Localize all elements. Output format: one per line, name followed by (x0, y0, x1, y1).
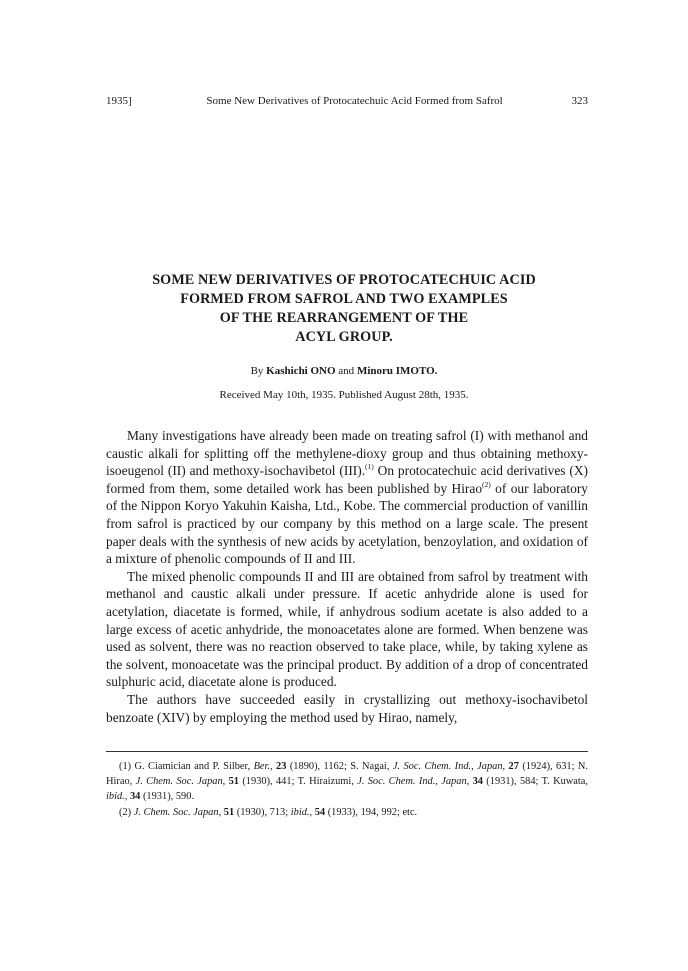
journal-name: J. Soc. Chem. Ind., Japan (392, 761, 503, 772)
byline-and: and (338, 365, 355, 377)
footnote-text: , (222, 776, 229, 788)
footnote-text: , (218, 806, 224, 818)
footnote (106, 805, 588, 820)
title-line: OF THE REARRANGEMENT OF THE (219, 310, 469, 326)
footnote-text: (1) G. Ciamician and P. Silber, (119, 761, 254, 772)
footnote-divider (106, 751, 588, 752)
body-paragraph (106, 427, 588, 568)
footnote (106, 759, 588, 805)
volume-number: 34 (472, 776, 483, 788)
journal-name: J. Soc. Chem. Ind., Japan (357, 776, 467, 788)
journal-name: J. Chem. Soc. Japan (135, 776, 223, 788)
header-page-number: 323 (571, 95, 588, 107)
paragraph-text: of our laboratory of the Nippon Koryo Yakuhin Kaisha, Ltd., Kobe. The commercial production of vanillin from safrol is practiced by our company by this method on a large scale. The present paper deals with the synthesis of new acids by acetylation, benzoylation, and oxidation of a mixture of phenolic compounds of II and III. (106, 480, 588, 567)
volume-number: 27 (508, 761, 519, 772)
footnote-text: (1930), 441; T. Hiraizumi, (239, 776, 358, 788)
footnote-text: (1931), 590. (140, 791, 195, 803)
journal-name: ibid. (290, 806, 310, 818)
footnote-text: (1933), 194, 992; etc. (325, 806, 418, 818)
running-head (106, 95, 588, 107)
footnote-text: (1931), 584; T. Kuwata, (482, 776, 588, 788)
footnote-text: (1890), 1162; S. Nagai, (286, 761, 393, 772)
footnote-text: (1930), 713; (234, 806, 291, 818)
reference-marker: (1) (365, 462, 374, 472)
volume-number: 23 (276, 761, 287, 772)
footnote-text: , (502, 761, 509, 772)
paragraph-text: On protocatechuic acid derivatives (X) formed from them, some detailed work has been published by Hirao (106, 463, 588, 496)
journal-name: J. Chem. Soc. Japan (133, 806, 219, 818)
journal-name: ibid. (106, 791, 125, 803)
header-year: 1935] (106, 95, 132, 107)
author-name: Kashichi ONO (266, 365, 336, 377)
journal-name: Ber. (253, 761, 271, 772)
author-name: Minoru IMOTO. (356, 365, 438, 377)
volume-number: 34 (129, 791, 141, 803)
footnote-text: , (124, 791, 130, 803)
footnote-text: , (466, 776, 473, 788)
reference-marker: (2) (482, 479, 491, 489)
footnote-text: (1924), 631; N. Hirao, (106, 761, 589, 788)
article-title (100, 271, 588, 347)
title-line: FORMED FROM SAFROL AND TWO EXAMPLES (180, 291, 508, 307)
body-paragraph: The mixed phenolic compounds II and III are obtained from safrol by treatment with methanol and caustic alkali under pressure. If acetic anhydride alone is used for acetylation, diacetate is formed, while, if anhydrous sodium acetate is also added to a large excess of acetic anhydride, the monoacetates alone are formed. When benzene was used as solvent, there was no reaction observed to take place, while, by taking xylene as the solvent, monoacetate was the principal product. By addition of a drop of concentrated sulphuric acid, diacetate alone is produced. (106, 568, 588, 690)
title-line: ACYL GROUP. (295, 329, 393, 345)
volume-number: 51 (228, 776, 239, 788)
body-paragraph: The authors have succeeded easily in crystallizing out methoxy-isochavibetol benzoate (XIV) by employing the method used by Hirao, namely, (106, 691, 588, 725)
title-line: SOME NEW DERIVATIVES OF PROTOCATECHUIC ACID (152, 272, 536, 288)
volume-number: 51 (223, 806, 235, 818)
header-running-title: Some New Derivatives of Protocatechuic Acid Formed from Safrol (206, 95, 503, 107)
footnote-text: (2) (119, 806, 134, 818)
byline (100, 365, 588, 377)
byline-by: By (250, 365, 264, 377)
footnote-text: , (309, 806, 315, 818)
article-body (106, 427, 588, 726)
footnotes (106, 759, 588, 820)
volume-number: 54 (314, 806, 326, 818)
paragraph-text: Many investigations have already been made on treating safrol (I) with methanol and caustic alkali for splitting off the methylene-dioxy group and thus obtaining methoxy-isoeugenol (II) and methoxy-isochavibetol (III). (106, 428, 588, 479)
received-dates: Received May 10th, 1935. Published August 28th, 1935. (219, 389, 469, 401)
footnote-text: , (270, 761, 277, 772)
